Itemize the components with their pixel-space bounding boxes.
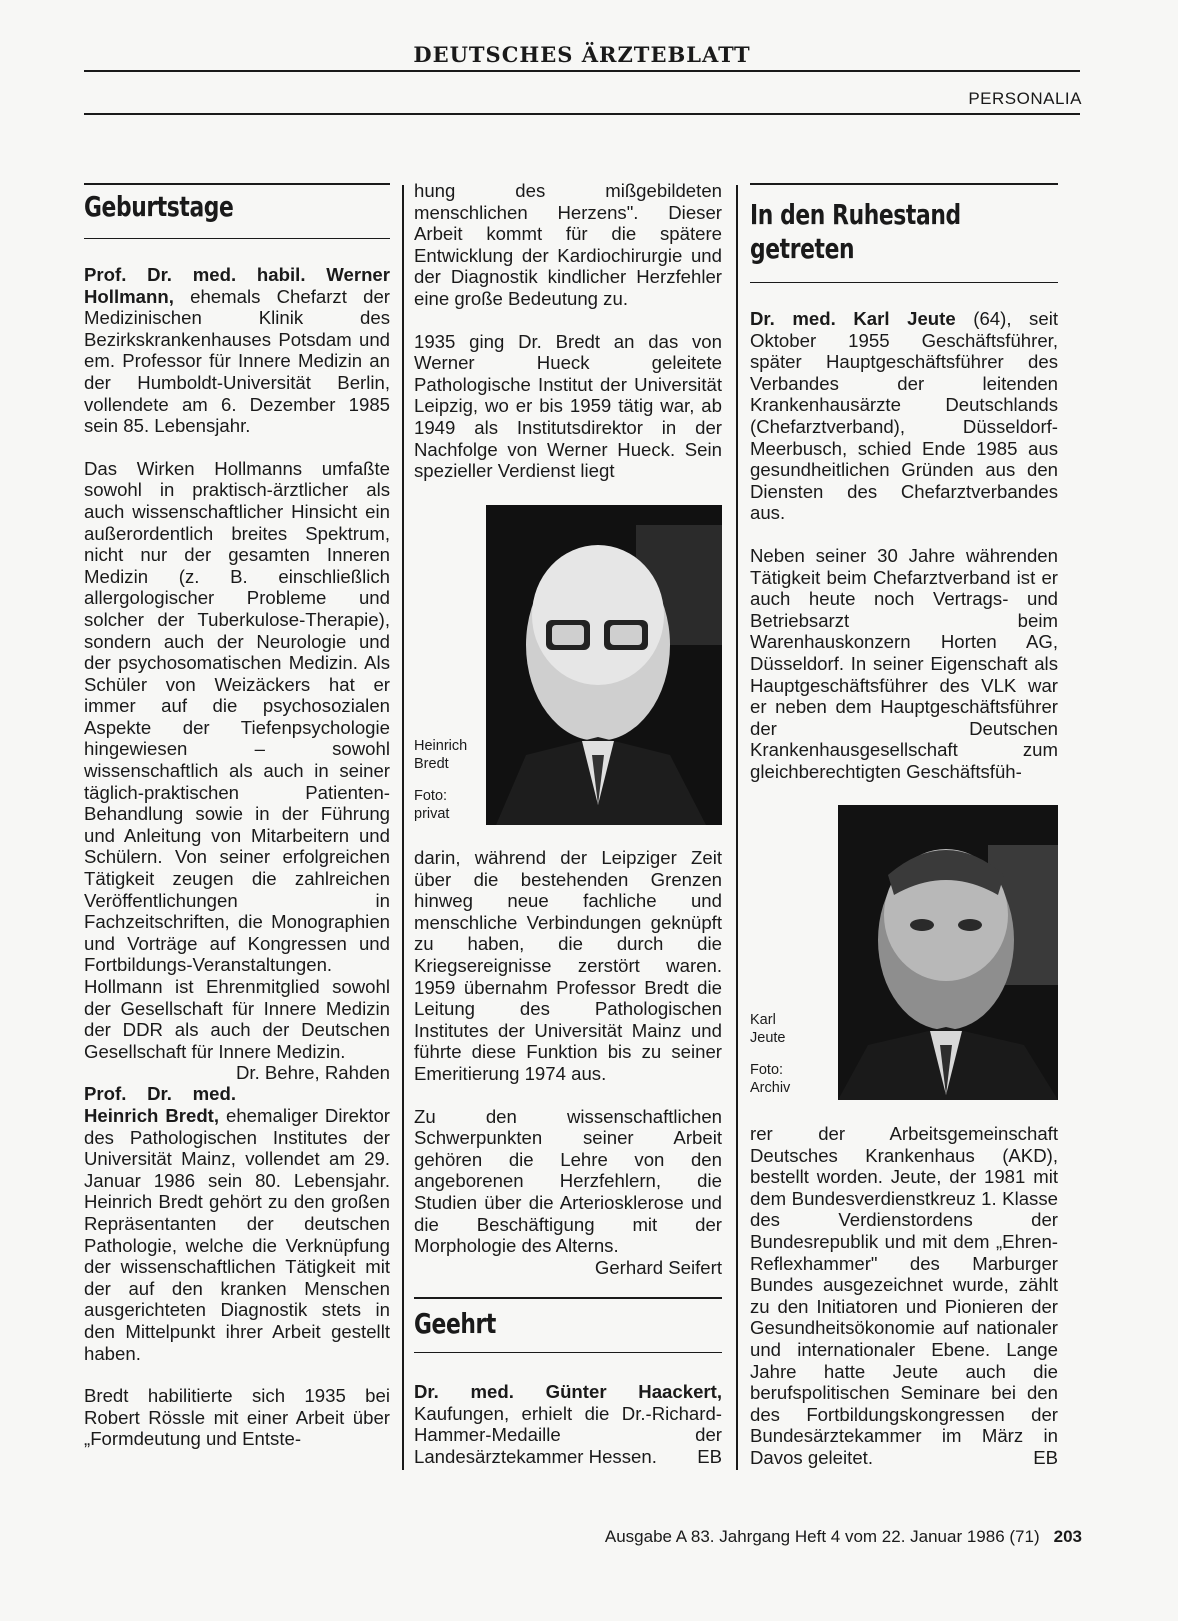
signature-eb-2: EB	[1033, 1446, 1058, 1468]
col1-heading-rule	[84, 238, 390, 239]
text-haackert: Kaufungen, erhielt die Dr.-Richard-Hammer-Medaille der Landesärztekammer Hessen.	[414, 1402, 722, 1467]
paragraph-schwerpunkte	[414, 1105, 722, 1278]
paragraph-hollmann-work	[84, 457, 390, 1084]
signature-behre: Dr. Behre, Rahden	[235, 1062, 390, 1084]
caption-bredt-credit: Foto: privat	[414, 788, 450, 822]
paragraph-bredt-habil	[84, 1385, 390, 1450]
paragraph-haackert	[414, 1381, 722, 1467]
column-divider-2	[736, 185, 738, 1470]
paragraph-jeute	[750, 308, 1058, 524]
caption-bredt	[414, 737, 484, 823]
paragraph-leipzig: 1935 ging Dr. Bredt an das von Werner Hueck geleitete Pathologische Institut der Universität Leipzig, wo er bis 1959 tätig war, ab 1949 als Institutsdirektor in der Nachfolge von Werner Hueck. Sein spezieller Verdienst liegt	[414, 330, 722, 482]
heading-geburtstage: Geburtstage	[84, 190, 234, 223]
caption-bredt-name: Heinrich Bredt	[414, 738, 468, 772]
portrait-jeute-image	[838, 805, 1058, 1100]
col3-heading-rule	[750, 282, 1058, 283]
text-bredt-habil: Bredt habilitierte sich 1935 bei Robert Rössle mit einer Arbeit über „Formdeutung und Entste-	[84, 1385, 390, 1450]
photo-karl-jeute	[838, 805, 1058, 1100]
name-haackert: Dr. med. Günter Haackert,	[414, 1381, 722, 1402]
text-hollmann-work: Das Wirken Hollmanns umfaßte sowohl in praktisch-ärztlicher als auch wissenschaftlicher Hinsicht ein außerordentlich breites Spektrum, nicht nur der gesamten Inneren Medizin (z. B. einschließlich allergologischer Probleme und solcher der Tuberkulose-Therapie), sondern auch der Neurologie und der psychosomatischen Medizin. Als Schüler von Weizäckers hat er immer auf die psychosozialen Aspekte der Tiefenpsychologie hingewiesen – sowohl wissenschaftlich als auch in seiner täglich-praktischen Patienten-Behandlung sowie in der Führung und Anleitung von Mitarbeitern und Schülern. Von seiner erfolgreichen Tätigkeit zeugen die zahlreichen Veröffentlichungen in Fachzeitschriften, die Monographien und Vorträge auf Kongressen und Fortbildungs-Veranstaltungen. Hollmann ist Ehrenmitglied sowohl der Gesellschaft für Innere Medizin der DDR als auch der Deutschen Gesellschaft für Innere Medizin.	[84, 457, 390, 1062]
paragraph-akd	[750, 1123, 1058, 1469]
column-2-geehrt	[414, 1307, 722, 1341]
name-bredt: Prof. Dr. med. Heinrich Bredt,	[84, 1083, 236, 1126]
footer	[605, 1527, 1082, 1547]
text-bredt: ehemaliger Direktor des Pathologischen Institutes der Universität Mainz, vollendet am 29. Januar 1986 sein 80. Lebensjahr. Heinrich Bredt gehört zu den großen Repräsentanten der deutschen Pathologie, welche die Verknüpfung der wissenschaftlichen Tätigkeit mit der auf den kranken Menschen ausgerichteten Diagnostik stets in den Mittelpunkt ihrer Arbeit gestellt haben.	[84, 1104, 390, 1364]
masthead-rule	[84, 70, 1080, 72]
paragraph-herzens: hung des mißgebildeten menschlichen Herzens". Dieser Arbeit kommt für die spätere Entwicklung der Kardiochirurgie und der Diagnostik kindlicher Herzfehler eine große Bedeutung zu.	[414, 180, 722, 309]
column-2-top	[414, 180, 722, 482]
column-1-body	[84, 264, 390, 1450]
text-hollmann: ehemals Chefarzt der Medizinischen Klinik des Bezirkskrankenhauses Potsdam und em. Professor für Innere Medizin an der Humboldt-Universität Berlin, vollendete am 6. Dezember 1985 sein 85. Lebensjahr.	[84, 285, 390, 437]
column-3-body	[750, 308, 1058, 782]
column-2-haackert	[414, 1381, 722, 1467]
col2-geehrt-heading-rule	[414, 1352, 722, 1353]
text-jeute: (64), seit Oktober 1955 Geschäftsführer, später Hauptgeschäftsführer des Verbandes der leitenden Krankenhausärzte Deutschlands (Chefarztverband), Düsseldorf-Meerbusch, schied Ende 1985 aus gesundheitlichen Gründen aus den Diensten des Chefarztverbandes aus.	[750, 308, 1058, 524]
footer-issue: Ausgabe A 83. Jahrgang Heft 4 vom 22. Januar 1986 (71)	[604, 1527, 1040, 1546]
section-label: PERSONALIA	[968, 89, 1082, 108]
column-1	[84, 190, 390, 224]
caption-jeute-credit: Foto: Archiv	[750, 1062, 791, 1096]
col1-top-rule	[84, 183, 390, 185]
page-number: 203	[1053, 1527, 1082, 1546]
signature-seifert: Gerhard Seifert	[594, 1256, 722, 1278]
signature-eb-1: EB	[697, 1445, 722, 1467]
col3-top-rule	[750, 183, 1058, 185]
column-3-heading	[750, 198, 1058, 266]
name-jeute: Dr. med. Karl Jeute	[750, 308, 956, 329]
caption-jeute-name: Karl Jeute	[750, 1012, 786, 1046]
paragraph-hollmann	[84, 264, 390, 437]
column-2-bottom	[414, 847, 722, 1278]
col2-geehrt-rule	[414, 1297, 722, 1299]
text-schwerpunkte: Zu den wissenschaftlichen Schwerpunkten seiner Arbeit gehören die Lehre von den angeborenen Herzfehlern, die Studien über die Arteriosklerose und die Beschäftigung mit der Morphologie des Alterns.	[414, 1105, 722, 1257]
section-rule	[84, 113, 1080, 115]
heading-ruhestand-2: getreten	[750, 232, 855, 265]
paragraph-mainz: darin, während der Leipziger Zeit über die bestehenden Grenzen hinweg neue fachliche und menschliche Verbindungen geknüpft zu haben, die durch die Kriegsereignisse zerstört waren. 1959 übernahm Professor Bredt die Leitung des Pathologischen Institutes der Universität Mainz und führte diese Funktion bis zu seiner Emeritierung 1974 aus.	[414, 847, 722, 1084]
paragraph-bredt	[84, 1083, 390, 1364]
portrait-bredt-image	[486, 505, 722, 825]
column-divider-1	[402, 185, 404, 1470]
heading-ruhestand-1: In den Ruhestand	[750, 198, 961, 231]
photo-heinrich-bredt	[486, 505, 722, 825]
column-3-bottom	[750, 1123, 1058, 1469]
heading-geehrt: Geehrt	[414, 1307, 496, 1340]
masthead: DEUTSCHES ÄRZTEBLATT	[413, 42, 751, 67]
name-hollmann: Prof. Dr. med. habil. Werner Hollmann,	[84, 264, 390, 307]
paragraph-jeute-taetigkeit: Neben seiner 30 Jahre währenden Tätigkeit beim Chefarztverband ist er auch heute noch Vertrags- und Betriebsarzt beim Warenhauskonzern Horten AG, Düsseldorf. In seiner Eigenschaft als Hauptgeschäftsführer des VLK war er neben dem Hauptgeschäftsführer der Deutschen Krankenhausgesellschaft zum gleichberechtigten Geschäftsfüh-	[750, 544, 1058, 782]
caption-jeute	[750, 1011, 810, 1097]
text-akd: rer der Arbeitsgemeinschaft Deutsches Krankenhaus (AKD), bestellt worden. Jeute, der 1981 mit dem Bundesverdienstkreuz 1. Klasse des Verdienstordens der Bundesrepublik und mit dem „Ehren-Reflexhammer" des Marburger Bundes ausgezeichnet wurde, zählt zu den Initiatoren und Pionieren der Gesundheitsökonomie auf nationaler und internationaler Ebene. Lange Jahre hatte Jeute auch die berufspolitischen Seminare bei den des Fortbildungskongressen der Bundesärztekammer im März in Davos geleitet.	[750, 1123, 1058, 1468]
